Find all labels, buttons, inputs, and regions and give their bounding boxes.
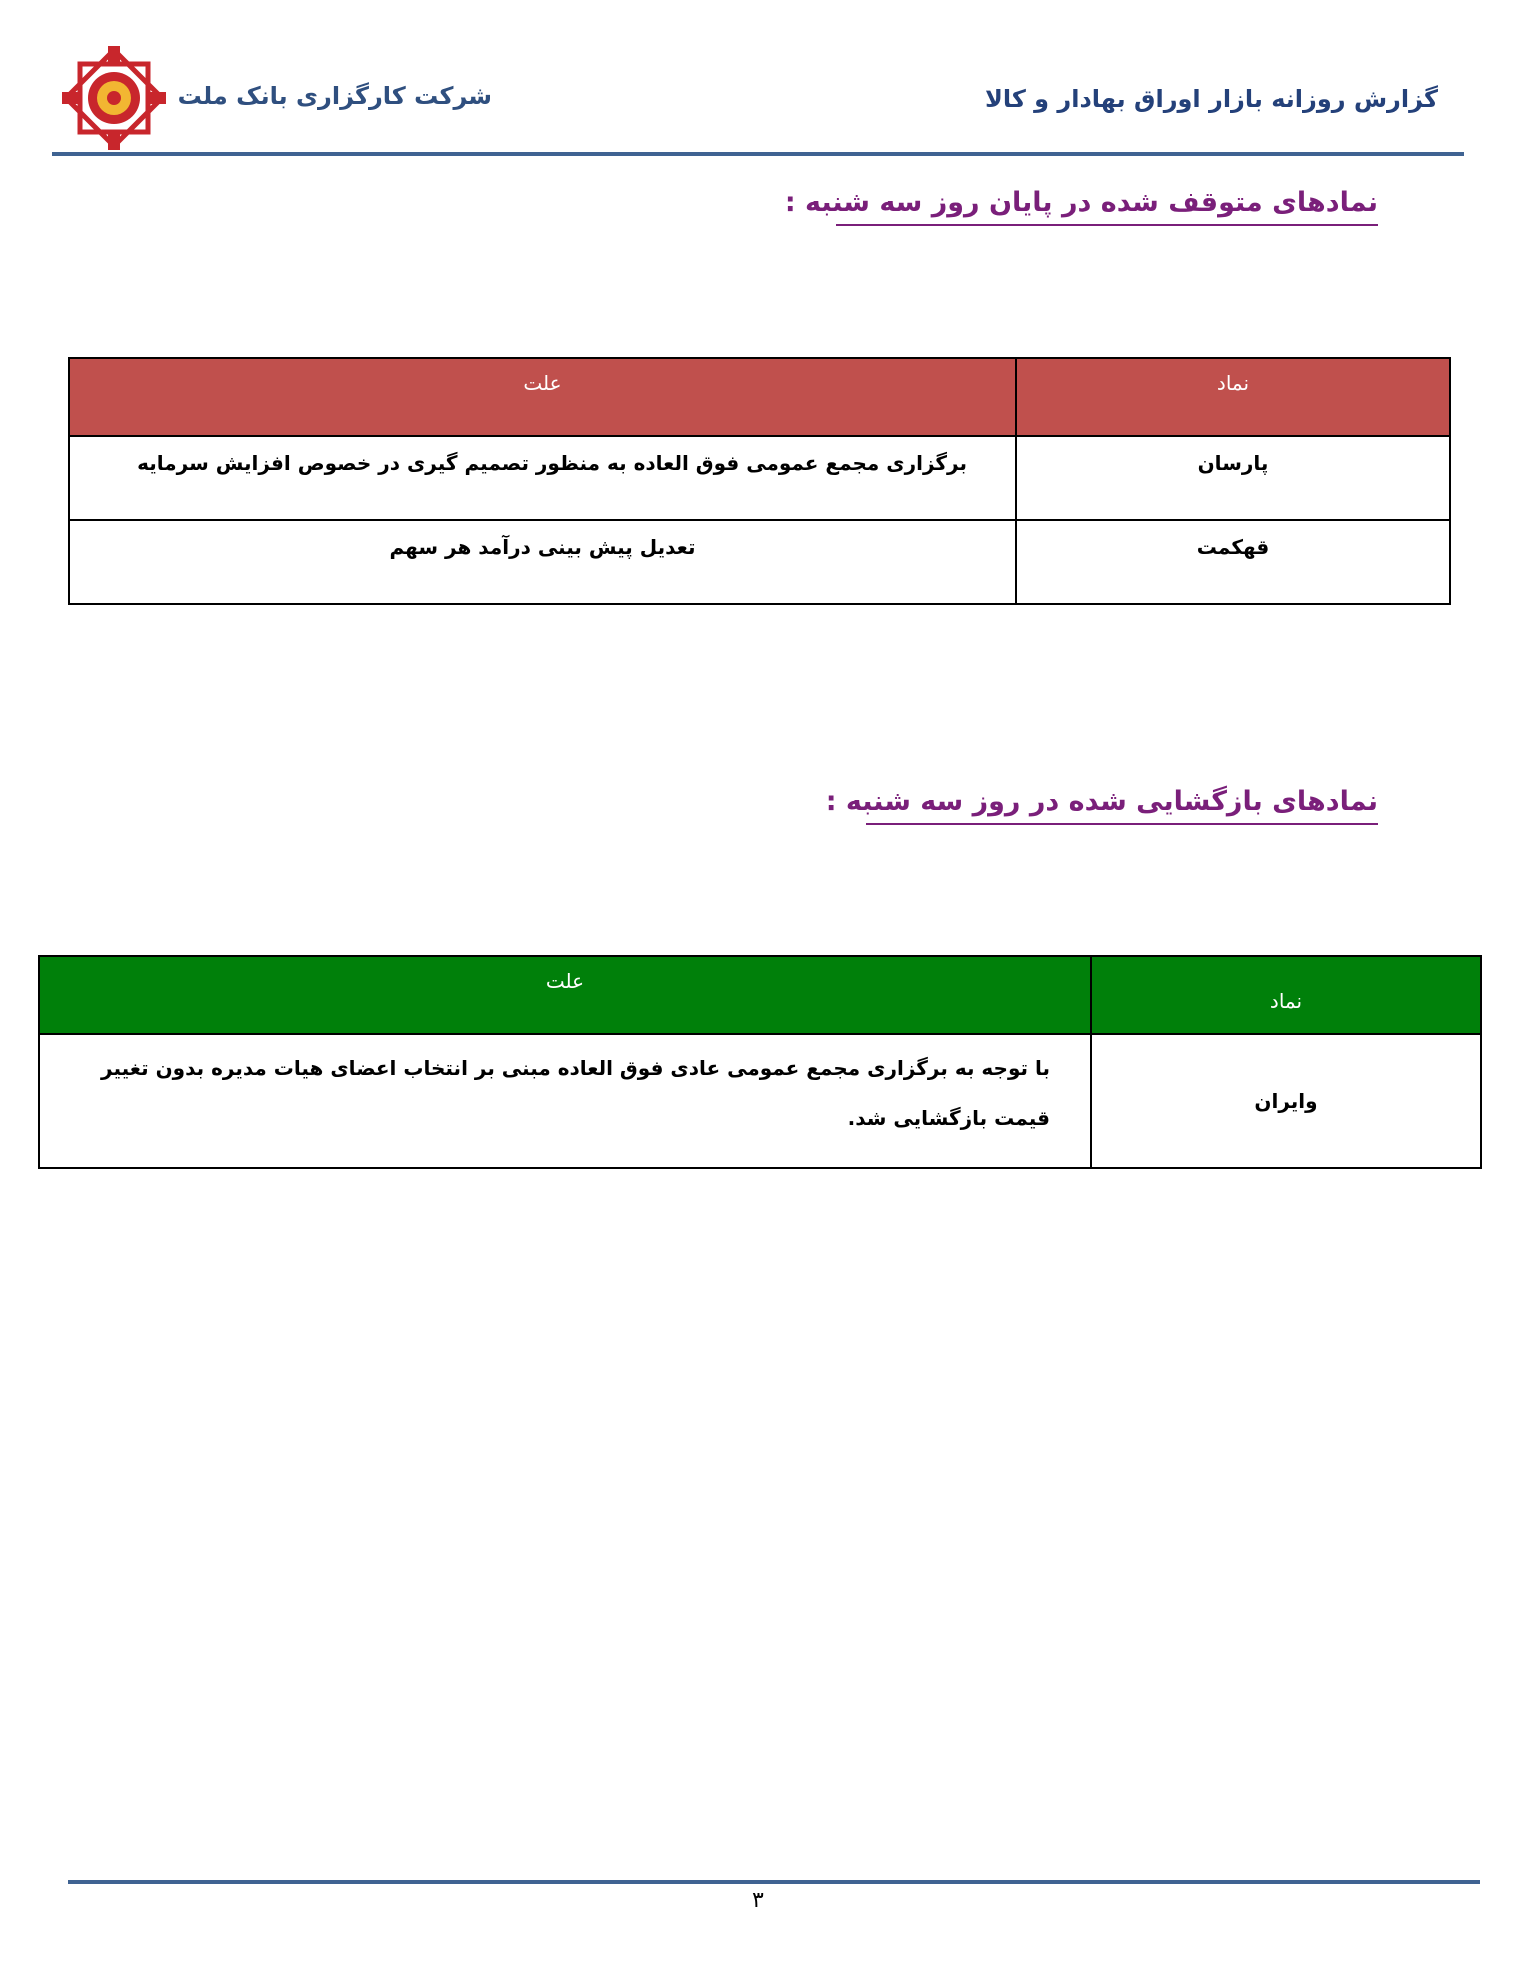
company-name: شرکت کارگزاری بانک ملت <box>177 82 492 110</box>
halted-symbols-heading: نمادهای متوقف شده در پایان روز سه شنبه : <box>836 187 1378 226</box>
column-header-symbol: نماد <box>1091 956 1481 1034</box>
table-header-row <box>39 956 1481 1034</box>
reason-cell: برگزاری مجمع عمومی فوق العاده به منظور تصمیم گیری در خصوص افزایش سرمایه <box>69 436 1016 520</box>
symbol-cell: قهکمت <box>1016 520 1450 604</box>
report-title: گزارش روزانه بازار اوراق بهادار و کالا <box>984 85 1438 113</box>
reason-cell: تعدیل پیش بینی درآمد هر سهم <box>69 520 1016 604</box>
page-number: ۳ <box>752 1888 764 1913</box>
symbol-cell: پارسان <box>1016 436 1450 520</box>
table-header-row <box>69 358 1450 436</box>
column-header-reason: علت <box>69 358 1016 436</box>
table-row <box>39 1034 1481 1168</box>
company-logo-icon <box>62 46 166 150</box>
reopened-symbols-table <box>38 955 1482 1169</box>
column-header-reason: علت <box>39 956 1091 1034</box>
halted-symbols-table <box>68 357 1451 605</box>
table-row <box>69 436 1450 520</box>
reason-cell: با توجه به برگزاری مجمع عمومی عادی فوق العاده مبنی بر انتخاب اعضای هیات مدیره بدون تغییر قیمت بازگشایی شد. <box>39 1034 1091 1168</box>
table-row <box>69 520 1450 604</box>
reopened-symbols-heading: نمادهای بازگشایی شده در روز سه شنبه : <box>866 786 1378 825</box>
header-divider <box>52 152 1464 156</box>
symbol-cell: وایران <box>1091 1034 1481 1168</box>
footer-divider <box>68 1880 1480 1884</box>
column-header-symbol: نماد <box>1016 358 1450 436</box>
